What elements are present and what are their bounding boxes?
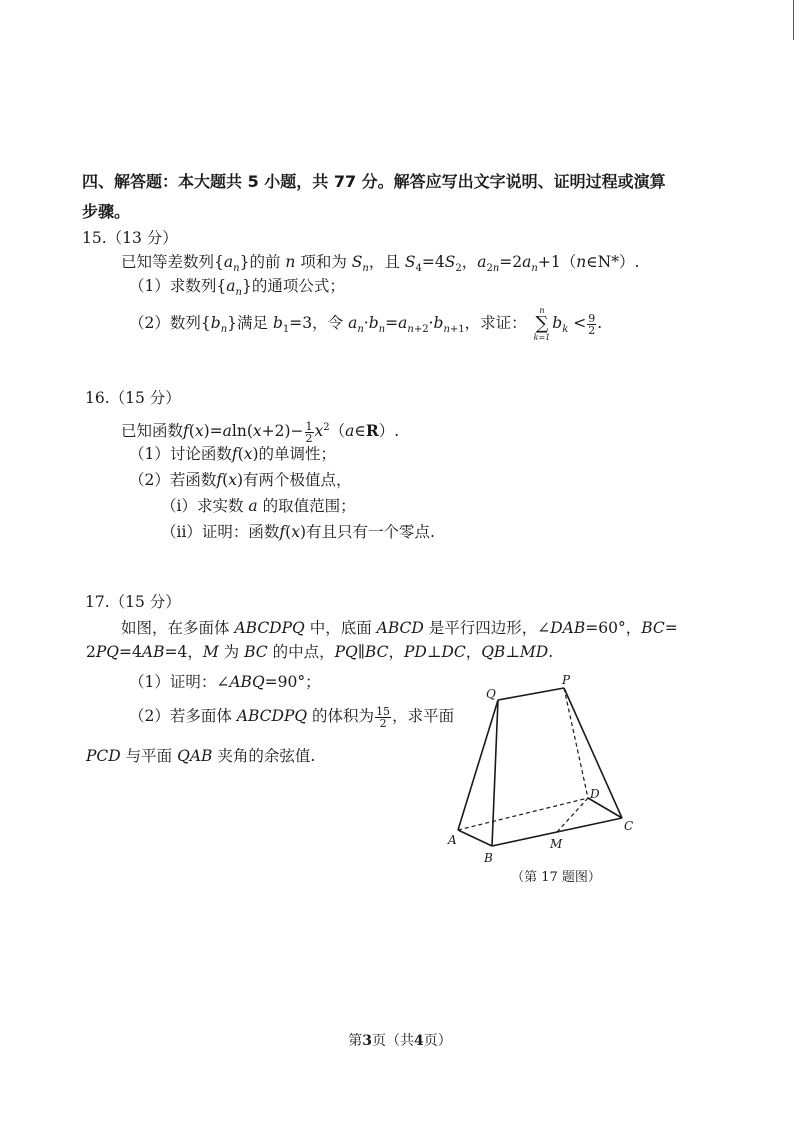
section-heading: 四、解答题：本大题共 5 小题，共 77 分。解答应写出文字说明、证明过程或演算 [82,172,666,191]
edge-QB [492,700,498,846]
edge-AB [458,830,492,846]
q17-stem-line1: 如图，在多面体 ABCDPQ 中，底面 ABCD 是平行四边形，∠DAB=60°，BC= [121,619,678,637]
fraction-one-half: $\frac{1}{2}$ [305,419,313,445]
q15-part1: （1）求数列$\{a_n\}$的通项公式； [129,277,345,299]
label-D: D [590,787,600,801]
q17-part1: （1）证明：∠ABQ=90°； [129,673,321,691]
edge-AD-hidden [458,798,588,830]
polyhedron-diagram [446,672,666,884]
edge-QA [458,700,498,830]
q16-stem: 已知函数f(x)=aln(x+2)− $\frac{1}{2}$ $x^2(a\in R)$. [121,419,400,445]
section-heading-cont: 步骤。 [82,202,131,221]
q17-stem-line2: 2PQ=4AB=4，M 为 BC 的中点，PQ∥BC，PD⊥DC，QB⊥MD. [86,643,554,661]
q16-part2: （2）若函数f(x)有两个极值点， [129,471,352,489]
q17-part2: （2）若多面体 ABCDPQ 的体积为 $\frac{15}{2}$ ，求平面 [129,704,455,730]
q15-part2: （2）数列$\{b_n\}$满足 $b_1=3$，令 $a_n\cdot b_n=a_{n+2}\cdot b_{n+1}$，求证： n ∑ k=1 $b_k$ < $\frac{9}{2}$ . [129,306,603,342]
q16-number: 16.（15 分） [85,389,181,407]
q17-number: 17.（15 分） [85,593,181,611]
figure-caption: （第 17 题图） [511,870,601,885]
fraction-nine-halves: $\frac{9}{2}$ [588,311,596,337]
page-footer: 第3页（共4页） [348,1033,452,1049]
fraction-fifteen-halves: $\frac{15}{2}$ [376,704,391,730]
q15-stem: 已知等差数列$\{a_n\}$的前 n 项和为 $S_n$，且 $S_4=4S_2$，$a_{2n}=2a_n+1(n\in N*)$. [121,253,640,275]
q16-sub1: （i）求实数 a 的取值范围； [161,497,356,515]
page-edge [793,0,794,40]
edge-QP [498,688,564,700]
label-B: B [484,851,493,865]
label-M: M [550,837,563,851]
q17-part2-cont: PCD 与平面 QAB 夹角的余弦值. [86,747,316,765]
q15-number: 15.（13 分） [82,229,178,247]
q16-part1: （1）讨论函数f(x)的单调性； [129,445,337,463]
label-P: P [562,673,571,687]
summation-symbol: n ∑ k=1 [533,306,551,342]
edge-PD-hidden [564,688,588,798]
q16-sub2: （ii）证明：函数f(x)有且只有一个零点. [161,523,435,541]
label-A: A [448,833,457,847]
label-Q: Q [486,687,496,701]
polyhedron-figure [446,672,666,888]
label-C: C [624,819,634,833]
